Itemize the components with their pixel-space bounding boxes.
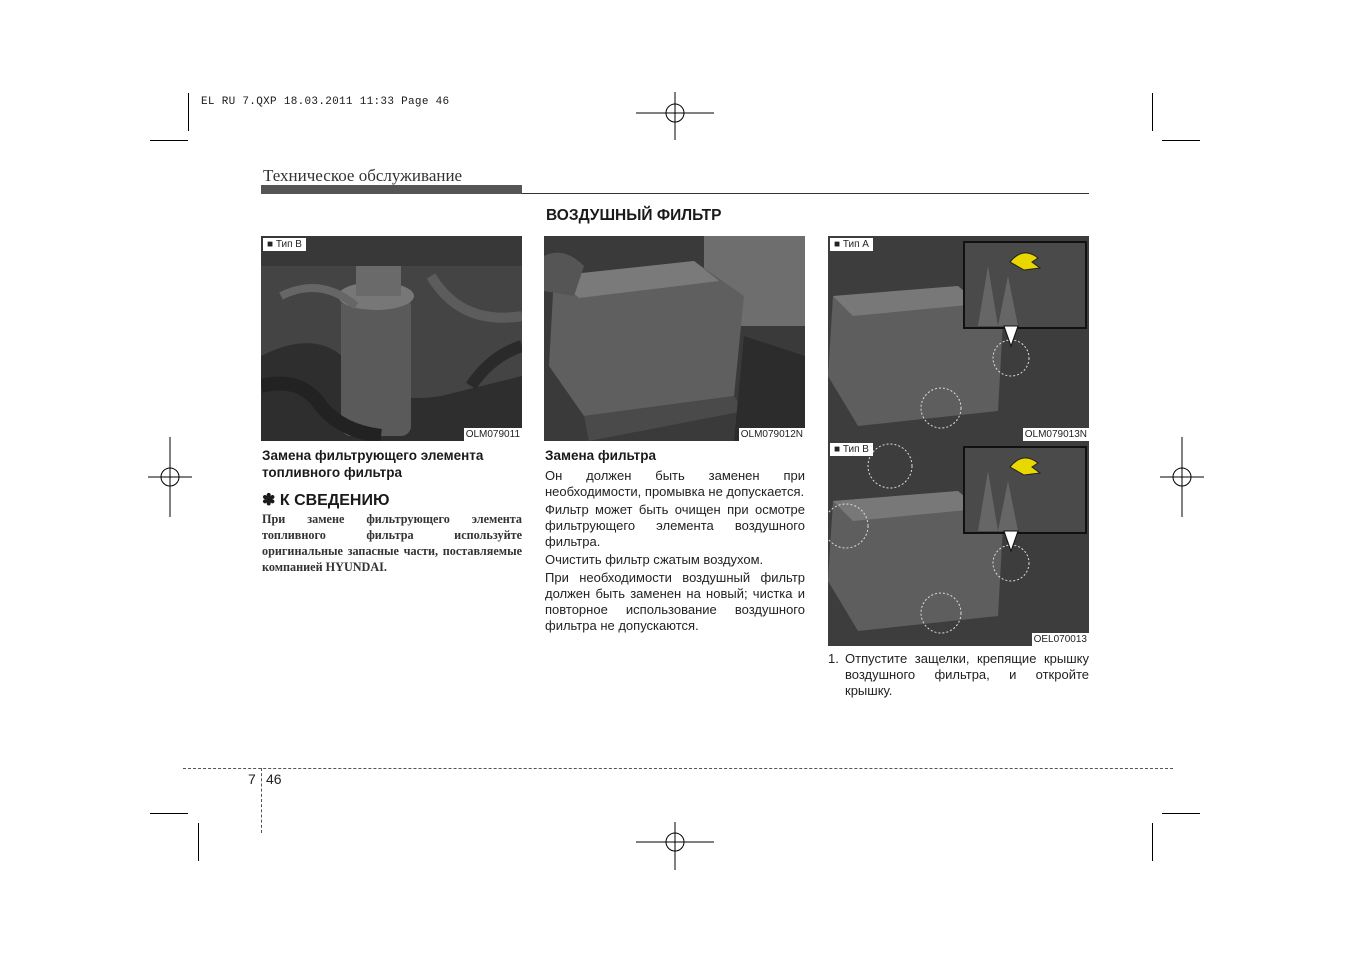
crop-mark (188, 93, 189, 131)
crop-mark (150, 140, 188, 141)
registration-mark-left (148, 437, 192, 517)
page-title: ВОЗДУШНЫЙ ФИЛЬТР (546, 207, 722, 224)
chapter-number: 7 (248, 771, 256, 787)
fuel-filter-subheading: Замена фильтрующего элемента топливного фильтра (262, 448, 484, 480)
crop-mark (1152, 93, 1153, 131)
fuel-filter-photo (261, 236, 522, 441)
paragraph: Фильтр может быть очищен при осмотре фильтрующего элемента воздушного фильтра. (545, 502, 805, 549)
air-filter-type-a-illustration (828, 236, 1089, 441)
section-title: Техническое обслуживание (263, 166, 463, 185)
figure-code: OLM079013N (1024, 429, 1087, 440)
page-number: 46 (266, 771, 282, 787)
header-bar (261, 185, 522, 194)
figure-code: OEL070013 (1033, 634, 1087, 645)
crop-mark (198, 823, 199, 861)
registration-mark-right (1160, 437, 1204, 517)
figure-code: OLM079012N (740, 429, 803, 440)
air-filter-photo (544, 236, 805, 441)
figure-type-tag: ■ Тип B (263, 238, 306, 251)
step-number: 1. (828, 651, 839, 666)
figure-type-tag: ■ Тип B (830, 443, 873, 456)
crop-mark (150, 813, 188, 814)
crop-mark (1162, 140, 1200, 141)
crop-mark (1162, 813, 1200, 814)
air-filter-illustration (544, 236, 805, 441)
crop-mark (1152, 823, 1153, 861)
filter-replace-subheading: Замена фильтра (545, 448, 657, 463)
print-slug: EL RU 7.QXP 18.03.2011 11:33 Page 46 (201, 96, 450, 108)
air-filter-type-b-illustration (828, 441, 1089, 646)
paragraph: Он должен быть заменен при необходимости, промывка не допускается. (545, 468, 805, 499)
figure-type-tag: ■ Тип A (830, 238, 873, 251)
registration-mark-bottom (636, 822, 714, 870)
fuel-filter-illustration (261, 236, 522, 441)
step-text: Отпустите защелки, крепящие крышку воздушного фильтра, и откройте крышку. (845, 651, 1089, 698)
registration-mark-top (636, 92, 714, 140)
figure-code: OLM079011 (465, 429, 520, 440)
air-filter-type-a-photo (828, 236, 1089, 441)
footer-rule (183, 768, 1173, 769)
paragraph: При необходимости воздушный фильтр должен быть заменен на новый; чистка и повторное использование воздушного фильтра не допускаются. (545, 570, 805, 633)
air-filter-type-b-photo (828, 441, 1089, 646)
header-rule (522, 193, 1089, 194)
footer-divider (261, 768, 262, 833)
filter-replace-text (545, 468, 805, 636)
note-heading: ✽ К СВЕДЕНИЮ (262, 492, 390, 509)
paragraph: Очистить фильтр сжатым воздухом. (545, 552, 764, 567)
note-body: При замене фильтрующего элемента топливного фильтра используйте оригинальные запасные части, поставляемые компанией HYUNDAI. (262, 512, 522, 574)
